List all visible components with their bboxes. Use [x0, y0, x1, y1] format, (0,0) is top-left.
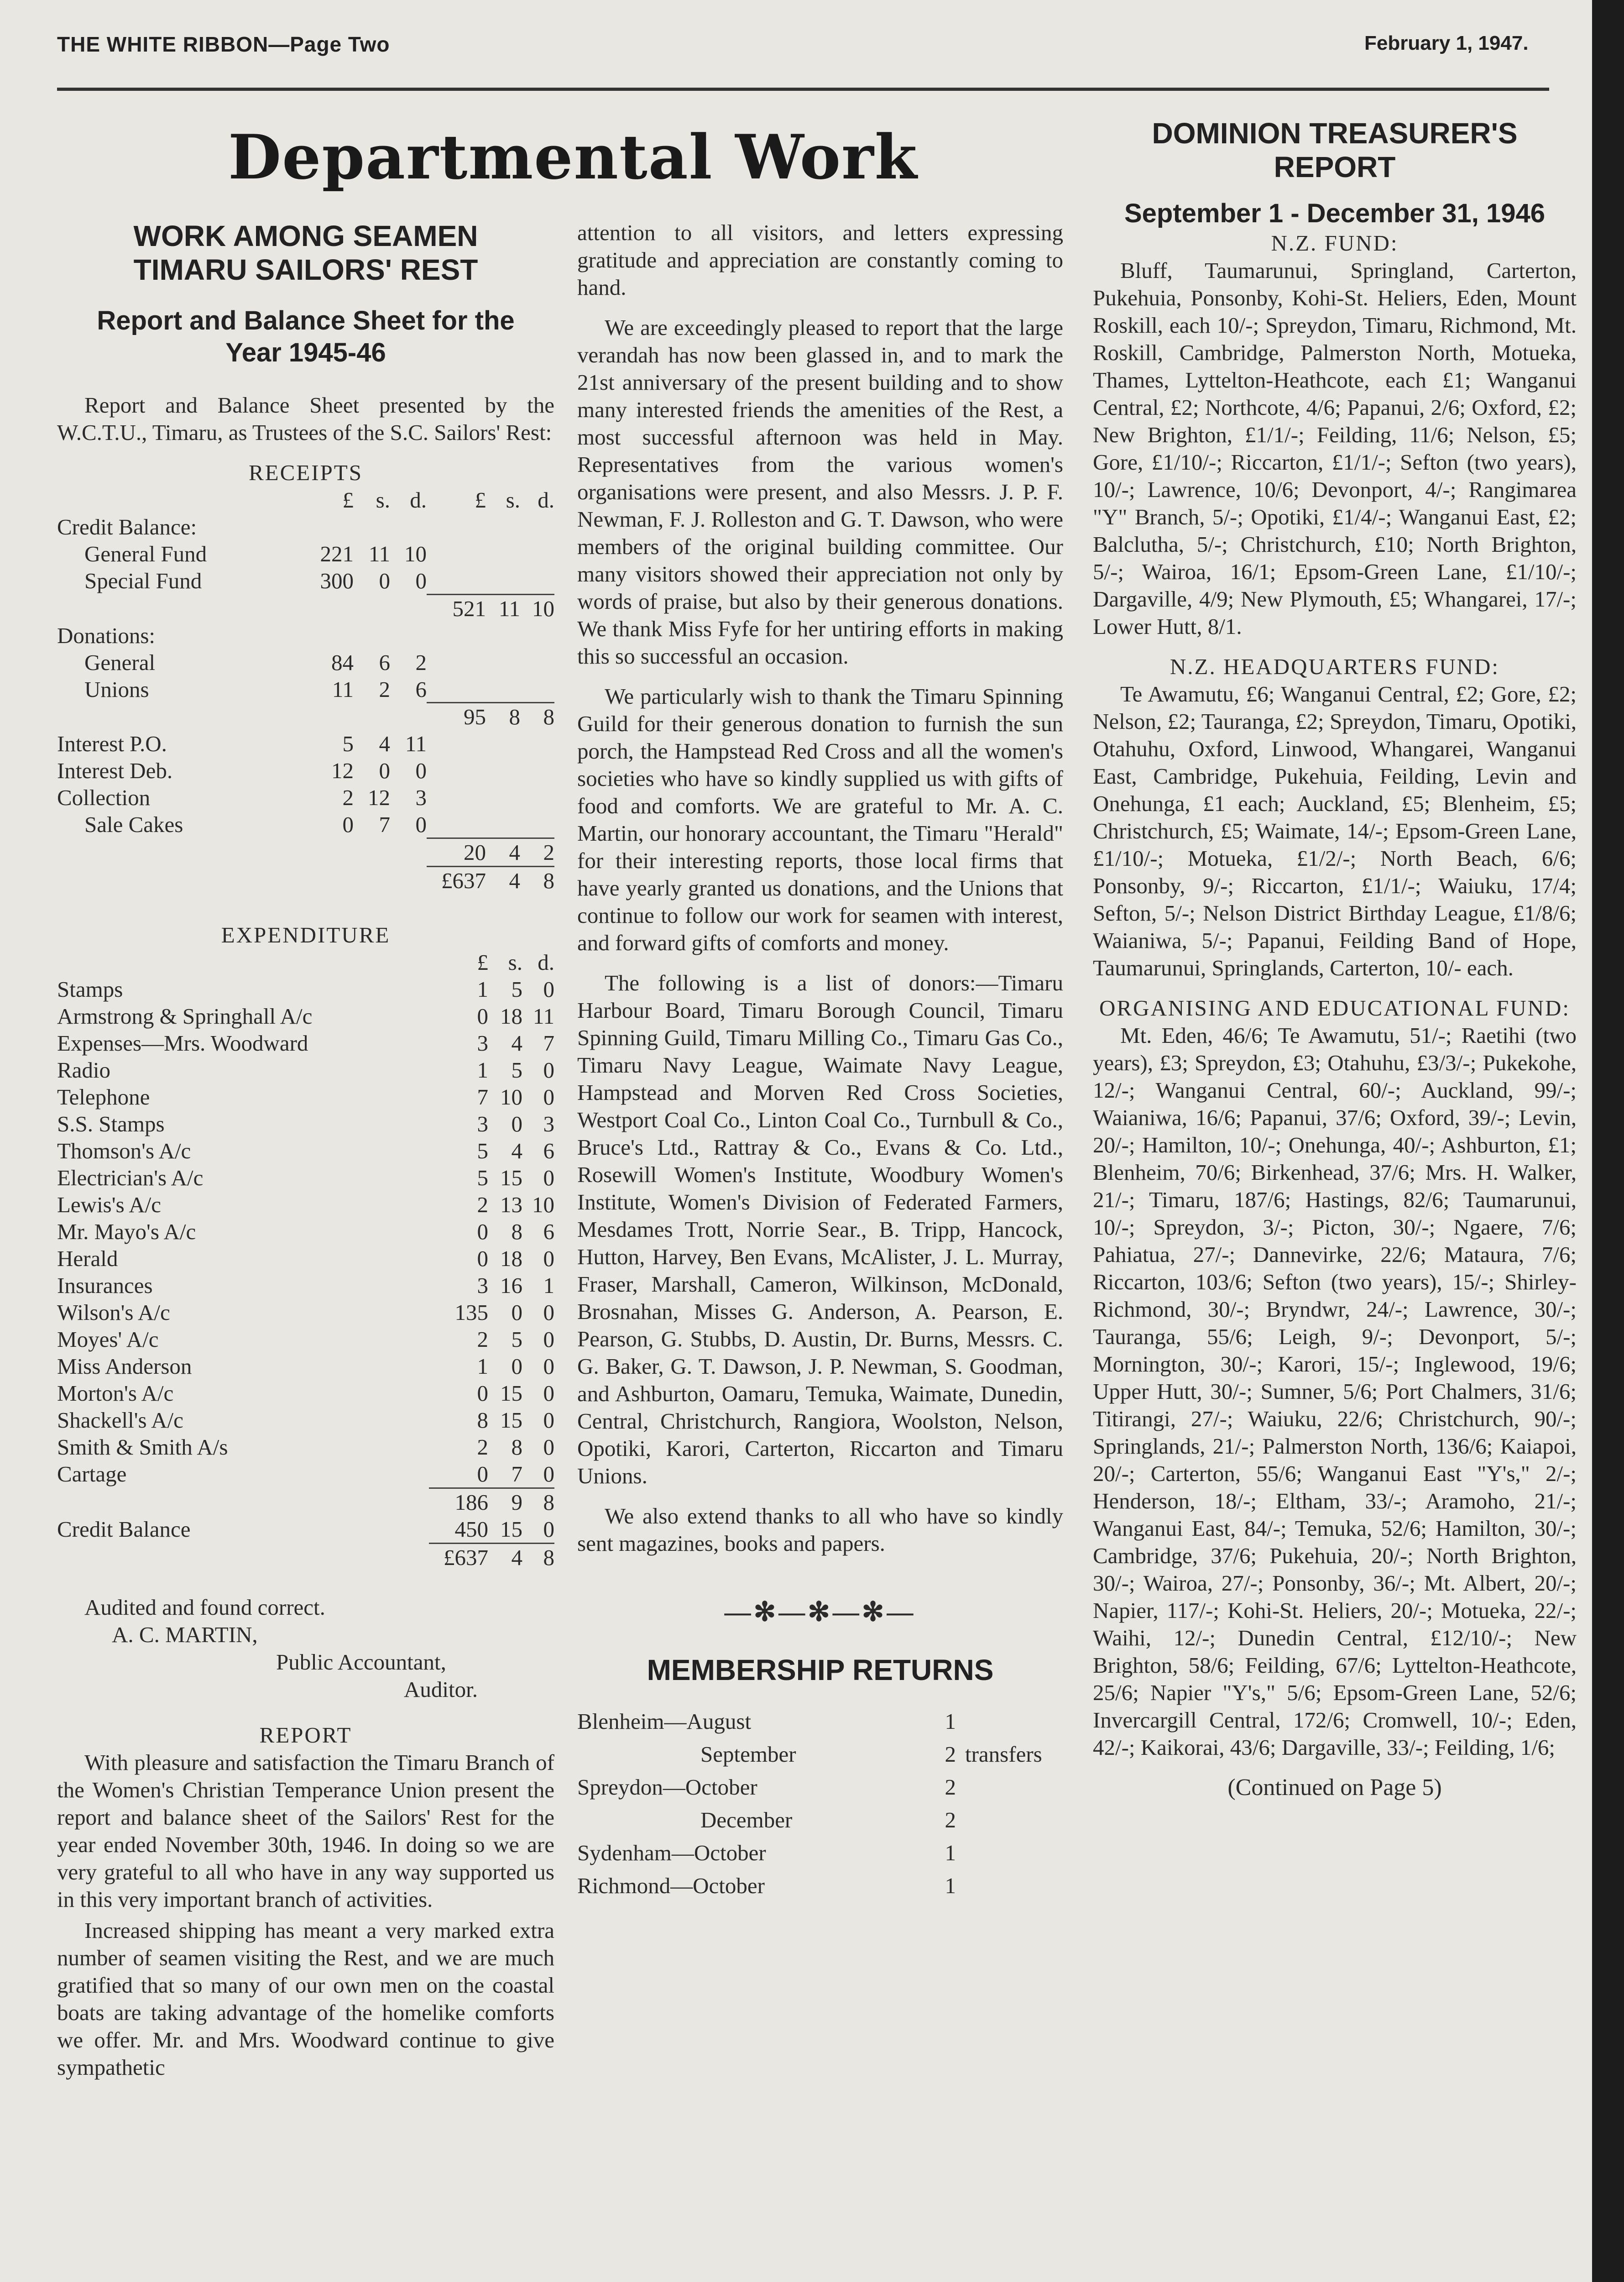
credit-balance-pounds: 450: [454, 1516, 488, 1542]
receipt-amount: [520, 676, 554, 703]
expenditure-amount: 10: [532, 1192, 554, 1217]
fund-list: Mt. Eden, 46/6; Te Awamutu, 51/-; Raetihi (two years), £3; Spreydon, £3; Otahuhu, £3/3/-; Pukekohe, 12/-; Wanganui Central, 60/-; Auckland, 99/-; Waianiwa, 16/6; Papanui, 37/6; Oxford, 39/-; Levin, 20/-; Hamilton, 10/-; Onehunga, 40/-; Ashburton, £1; Blenheim, 70/6; Birkenhead, 37/6; Mrs. H. Walker, 21/-; Timaru, 187/6; Hastings, 82/6; Taumarunui, 10/-; Spreydon, 3/-; Picton, 30/-; Ngaere, 7/6; Pahiatua, 27/-; Dannevirke, 22/6; Mataura, 7/6; Riccarton, 103/6; Sefton (two years), 15/-; Shirley-Richmond, 30/-; Bryndwr, 24/-; Lawrence, 30/-; Tauranga, 55/6; Leigh, 9/-; Devonport, 5/-; Mornington, 30/-; Karori, 15/-; Inglewood, 19/6; Upper Hutt, 30/-; Sumner, 5/6; Port Chalmers, 31/6; Titirangi, 27/-; Waiuku, 22/6; Christchurch, 90/-; Springlands, 21/-; Palmerston North, 136/6; Kaiapoi, 20/-; Carterton, 55/6; Wanganui East "Y's," 2/-; Henderson, 18/-; Eltham, 33/-; Aramoho, 21/-; Wanganui East, 84/-; Temuka, 52/6; Hamilton, 30/-; Cambridge, 37/6; Pukehuia, 20/-; North Brighton, 30/-; Wairoa, 27/-; Ponsonby, 36/-; Mt. Albert, 20/-; Napier, 117/-; Kohi-St. Heliers, 20/-; Motueka, 22/-; Waihi, 12/-; Dunedin Central, £12/10/-; New Brighton, 58/6; Feilding, 67/6; Lyttelton-Heathcote, 25/6; Napier "Y's," 5/6; Epsom-Green Lane, 52/6; Invercargill Central, 172/6; Cromwell, 10/-; Eden, 42/-; Kaikorai, 43/6; Dargaville, 33/-; Feilding, 1/6;: [1093, 1023, 1577, 1760]
intro-paragraph: Report and Balance Sheet presented by the W.C.T.U., Timaru, as Trustees of the S.C. Sailors' Rest:: [57, 393, 554, 445]
receipt-row: [57, 730, 554, 757]
receipt-amount: 20: [427, 838, 486, 866]
receipt-amount: [354, 513, 390, 540]
expenditure-label: Insurances: [57, 1272, 153, 1298]
receipt-label: Special Fund: [84, 568, 202, 593]
lsd-header-row: [57, 949, 554, 976]
expenditure-row: [57, 1003, 554, 1030]
receipt-label: Sale Cakes: [84, 812, 183, 837]
receipt-row: [57, 540, 554, 567]
receipt-amount: [486, 811, 520, 838]
expenditure-amount: 0: [543, 976, 554, 1002]
expenditure-amount: 0: [477, 1380, 488, 1406]
receipt-amount: [520, 649, 554, 676]
receipt-amount: 4: [486, 838, 520, 866]
membership-note: transfers: [965, 1742, 1042, 1767]
receipt-label: General Fund: [84, 541, 207, 566]
receipt-amount: 6: [379, 649, 390, 675]
section-subheading: TIMARU SAILORS' REST: [133, 253, 478, 286]
membership-note: [956, 1837, 1063, 1869]
expenditure-amount: 8: [511, 1219, 522, 1244]
receipt-label: Credit Balance:: [57, 514, 197, 539]
receipt-label: Unions: [84, 676, 149, 702]
expenditure-label: Shackell's A/c: [57, 1407, 183, 1433]
membership-note: [956, 1771, 1063, 1804]
receipt-row: [57, 513, 554, 540]
expenditure-amount: 8: [477, 1407, 488, 1433]
expenditure-amount: 3: [543, 1111, 554, 1136]
total-pounds: £637: [429, 1543, 488, 1571]
receipt-amount: [486, 676, 520, 703]
receipt-amount: 12: [331, 758, 354, 783]
shilling-header: s.: [376, 487, 390, 513]
expenditure-label: Herald: [57, 1246, 118, 1271]
receipt-row: [57, 811, 554, 838]
report-paragraph: Increased shipping has meant a very marked extra number of seamen visiting the Rest, and we are much gratified that so many of our own men on the coastal boats are taking advantage of the homelike comforts we offer. Mr. and Mrs. Woodward continue to give sympathetic: [57, 1917, 554, 2080]
subtotal-pence: 8: [522, 1488, 554, 1516]
subtotal-shillings: 9: [488, 1488, 522, 1516]
fund-list: Bluff, Taumarunui, Springland, Carterton, Pukehuia, Ponsonby, Kohi-St. Heliers, Eden, Mount Roskill, each 10/-; Spreydon, Timaru, Richmond, Mt. Roskill, Cambridge, Palmerston North, Motueka, Thames, Lyttelton-Heathcote, each £1; Wanganui Central, £2; Northcote, 4/6; Papanui, 2/6; Oxford, £2; New Brighton, £1/1/-; Feilding, 11/6; Nelson, £5; Gore, £1/10/-; Riccarton, £1/1/-; Sefton (two years), 10/-; Lawrence, 10/6; Devonport, 4/-; Rangimarea "Y" Branch, 5/-; Opotiki, £1/4/-; Wanganui East, £2; Balclutha, 5/-; Christchurch, £10; North Brighton, 5/-; Wairoa, 16/1; Epsom-Green Lane, £1/10/-; Dargaville, 4/9; New Plymouth, £5; Whangarei, 17/-; Lower Hutt, 8/1.: [1093, 258, 1577, 639]
receipt-label: [57, 838, 303, 866]
body-paragraph: We are exceedingly pleased to report that the large verandah has now been glassed in, and to mark the 21st anniversary of the present building and to show many interested friends the amenities of the Rest, a most successful afternoon was held in May. Representatives from the various women's organisations were present, and also Messrs. J. P. F. Newman, F. J. Rolleston and G. T. Dawson, who were members of the original building committee. Our many visitors showed their appreciation not only by words of praise, but also by their generous donations. We thank Miss Fyfe for her untiring efforts in making this so successful an occasion.: [577, 315, 1063, 669]
receipt-amount: 4: [486, 866, 520, 894]
section-ornament: —✻—✻—✻—: [724, 1597, 916, 1627]
receipt-amount: [486, 540, 520, 567]
expenditure-amount: 0: [543, 1461, 554, 1486]
receipt-amount: [520, 513, 554, 540]
audit-statement: Audited and found correct.: [84, 1594, 325, 1620]
receipt-amount: 0: [415, 758, 427, 783]
auditor-name: A. C. MARTIN,: [112, 1622, 258, 1647]
expenditure-amount: 1: [477, 1353, 488, 1379]
receipt-amount: [303, 594, 354, 622]
expenditure-amount: 4: [511, 1030, 522, 1056]
fund-heading: N.Z. HEADQUARTERS FUND:: [1170, 654, 1500, 679]
receipt-amount: 2: [415, 649, 427, 675]
receipt-row: [57, 838, 554, 866]
pence-header: d.: [538, 487, 554, 513]
expenditure-row: [57, 1110, 554, 1137]
expenditure-row: [57, 1191, 554, 1218]
expenditure-amount: 7: [477, 1084, 488, 1110]
pence-header: d.: [538, 949, 554, 975]
expenditure-label: Telephone: [57, 1084, 150, 1110]
expenditure-amount: 15: [500, 1165, 522, 1190]
membership-count: 2: [945, 1807, 956, 1832]
membership-heading: MEMBERSHIP RETURNS: [647, 1654, 994, 1686]
receipt-amount: 11: [405, 731, 427, 756]
expenditure-row: [57, 1030, 554, 1057]
receipt-amount: 2: [342, 785, 354, 810]
expenditure-label: Thomson's A/c: [57, 1138, 191, 1163]
receipt-amount: [303, 622, 354, 649]
membership-label: Sydenham—October: [577, 1840, 766, 1865]
expenditure-label: Wilson's A/c: [57, 1299, 170, 1325]
receipt-amount: 11: [332, 676, 354, 702]
receipt-amount: 95: [427, 703, 486, 731]
body-paragraph: We also extend thanks to all who have so kindly sent magazines, books and papers.: [577, 1503, 1063, 1556]
receipt-amount: [390, 703, 427, 731]
receipt-amount: [303, 513, 354, 540]
receipt-amount: [520, 757, 554, 784]
receipt-amount: 84: [331, 649, 354, 675]
receipt-amount: 0: [415, 812, 427, 837]
receipt-amount: 221: [320, 541, 354, 566]
expenditure-amount: 16: [500, 1272, 522, 1298]
receipt-label: Donations:: [57, 623, 156, 648]
receipts-heading: RECEIPTS: [249, 460, 363, 485]
report-title-line1: Report and Balance Sheet for the: [97, 306, 515, 335]
total-shillings: 4: [488, 1543, 522, 1571]
expenditure-amount: 6: [543, 1138, 554, 1163]
expenditure-label: Smith & Smith A/s: [57, 1434, 228, 1460]
expenditure-amount: 5: [511, 976, 522, 1002]
receipt-row: [57, 676, 554, 703]
receipt-amount: [354, 866, 390, 894]
expenditure-amount: 5: [511, 1057, 522, 1083]
receipts-table: [57, 487, 554, 894]
receipt-amount: 8: [486, 703, 520, 731]
receipt-row: [57, 866, 554, 894]
receipt-amount: [486, 784, 520, 811]
receipt-amount: [354, 594, 390, 622]
expenditure-amount: 135: [454, 1299, 488, 1325]
expenditure-amount: 0: [543, 1299, 554, 1325]
expenditure-row: [57, 976, 554, 1003]
expenditure-label: Electrician's A/c: [57, 1165, 204, 1190]
expenditure-label: Expenses—Mrs. Woodward: [57, 1030, 308, 1056]
receipt-amount: [486, 513, 520, 540]
expenditure-subtotal-row: [57, 1488, 554, 1516]
running-header: THE WHITE RIBBON—Page Two: [57, 32, 390, 56]
membership-note: [956, 1705, 1063, 1738]
receipt-amount: 2: [520, 838, 554, 866]
receipt-amount: 8: [520, 703, 554, 731]
receipt-amount: 10: [520, 594, 554, 622]
pound-header: £: [342, 487, 354, 513]
expenditure-amount: 5: [477, 1138, 488, 1163]
expenditure-row: [57, 1137, 554, 1164]
lsd-header-row: [57, 487, 554, 513]
receipt-amount: 7: [379, 812, 390, 837]
receipt-amount: [486, 567, 520, 594]
receipt-amount: [390, 866, 427, 894]
membership-row: [577, 1738, 1063, 1771]
receipt-amount: [486, 622, 520, 649]
fund-heading: N.Z. FUND:: [1271, 230, 1399, 256]
auditor-role: Auditor.: [404, 1676, 478, 1702]
receipt-amount: [390, 622, 427, 649]
column-1: [57, 219, 554, 2094]
pence-header: d.: [410, 487, 427, 513]
credit-balance-row: [57, 1516, 554, 1544]
receipt-label: General: [84, 649, 156, 675]
expenditure-total-row: [57, 1543, 554, 1571]
receipt-amount: 0: [379, 568, 390, 593]
issue-date: February 1, 1947.: [1364, 32, 1529, 54]
membership-count: 1: [945, 1873, 956, 1898]
expenditure-row: [57, 1460, 554, 1487]
expenditure-amount: 10: [500, 1084, 522, 1110]
receipt-row: [57, 567, 554, 594]
receipt-row: [57, 594, 554, 622]
membership-row: [577, 1705, 1063, 1738]
receipt-amount: [427, 622, 486, 649]
expenditure-amount: 0: [477, 1246, 488, 1271]
membership-row: [577, 1869, 1063, 1902]
expenditure-amount: 5: [477, 1165, 488, 1190]
expenditure-amount: 0: [543, 1057, 554, 1083]
expenditure-amount: 0: [543, 1165, 554, 1190]
membership-note: [956, 1804, 1063, 1837]
membership-count: 1: [945, 1840, 956, 1865]
report-title-line2: Year 1945-46: [225, 338, 386, 367]
expenditure-amount: 2: [477, 1192, 488, 1217]
expenditure-amount: 1: [477, 1057, 488, 1083]
expenditure-amount: 6: [543, 1219, 554, 1244]
receipt-amount: [427, 757, 486, 784]
expenditure-amount: 0: [477, 1461, 488, 1486]
receipt-amount: [520, 811, 554, 838]
body-paragraph: We particularly wish to thank the Timaru Spinning Guild for their generous donation to furnish the sun porch, the Hampstead Red Cross and all the women's societies who have so kindly supplied us with gifts of food and comforts. We are grateful to Mr. A. C. Martin, our honorary accountant, the Timaru "Herald" for their interesting reports, those local firms that have yearly granted us donations, and the Unions that continue to follow our work for seamen with interest, and forward gifts of comforts and money.: [577, 684, 1063, 955]
expenditure-row: [57, 1434, 554, 1460]
receipt-amount: [520, 567, 554, 594]
expenditure-amount: 3: [477, 1272, 488, 1298]
treasurer-heading: DOMINION TREASURER'S REPORT: [1152, 117, 1518, 183]
receipt-amount: [354, 622, 390, 649]
receipt-amount: 0: [379, 758, 390, 783]
receipt-amount: 4: [379, 731, 390, 756]
receipt-amount: [486, 757, 520, 784]
membership-note: [956, 1869, 1063, 1902]
receipt-label: Interest Deb.: [57, 758, 173, 783]
receipt-amount: [427, 676, 486, 703]
receipt-amount: [390, 513, 427, 540]
receipt-amount: 0: [342, 812, 354, 837]
membership-label: December: [700, 1807, 793, 1832]
expenditure-amount: 8: [511, 1434, 522, 1460]
shilling-header: s.: [508, 949, 522, 975]
receipt-amount: [427, 784, 486, 811]
expenditure-amount: 13: [500, 1192, 522, 1217]
expenditure-amount: 0: [511, 1299, 522, 1325]
receipt-row: [57, 784, 554, 811]
membership-label: September: [700, 1742, 796, 1767]
header-rule: [57, 88, 1549, 91]
receipt-label: [57, 866, 303, 894]
expenditure-amount: 0: [543, 1407, 554, 1433]
membership-label: Blenheim—August: [577, 1709, 752, 1734]
receipt-amount: 11: [368, 541, 390, 566]
expenditure-amount: 7: [543, 1030, 554, 1056]
receipt-row: [57, 649, 554, 676]
receipt-label: Collection: [57, 785, 151, 810]
expenditure-amount: 15: [500, 1407, 522, 1433]
receipt-amount: 6: [415, 676, 427, 702]
receipt-amount: [520, 784, 554, 811]
pound-header: £: [477, 949, 488, 975]
receipt-amount: 11: [486, 594, 520, 622]
receipt-amount: £637: [427, 866, 486, 894]
expenditure-amount: 3: [477, 1111, 488, 1136]
auditor-title: Public Accountant,: [276, 1649, 446, 1675]
expenditure-totals: [57, 1487, 554, 1571]
expenditure-label: S.S. Stamps: [57, 1111, 165, 1136]
expenditure-amount: 0: [543, 1326, 554, 1352]
expenditure-amount: 7: [511, 1461, 522, 1486]
expenditure-amount: 15: [500, 1380, 522, 1406]
receipt-amount: [427, 513, 486, 540]
credit-balance-shillings: 15: [500, 1516, 522, 1542]
receipt-amount: 0: [415, 568, 427, 593]
receipt-amount: 5: [342, 731, 354, 756]
page-title: Departmental Work: [228, 121, 918, 193]
expenditure-amount: 0: [543, 1434, 554, 1460]
receipt-amount: [427, 567, 486, 594]
receipt-amount: [427, 730, 486, 757]
expenditure-heading: EXPENDITURE: [221, 922, 391, 947]
expenditure-amount: 11: [533, 1003, 554, 1029]
receipt-label: [57, 703, 303, 731]
membership-label: Spreydon—October: [577, 1774, 757, 1800]
expenditure-amount: 0: [543, 1246, 554, 1271]
expenditure-amount: 4: [511, 1138, 522, 1163]
receipt-amount: 2: [379, 676, 390, 702]
fund-list: Te Awamutu, £6; Wanganui Central, £2; Gore, £2; Nelson, £2; Tauranga, £2; Spreydon, Timaru, Opotiki, Otahuhu, Oxford, Linwood, Whangarei, Wanganui East, Cambridge, Pukehuia, Feilding, Levin and Onehunga, £1 each; Auckland, £5; Blenheim, £5; Christchurch, £5; Waimate, 14/-; Epsom-Green Lane, £1/10/-; Motueka, £1/2/-; North Beach, 6/6; Ponsonby, 9/-; Riccarton, £1/1/-; Waiuku, 17/4; Sefton, 5/-; Nelson District Birthday League, £1/8/6; Waianiwa, 5/-; Papanui, Feilding Band of Hope, Taumarunui, Springlands, Carterton, 10/- each.: [1093, 681, 1577, 980]
expenditure-amount: 0: [511, 1111, 522, 1136]
receipt-amount: [390, 594, 427, 622]
expenditure-row: [57, 1245, 554, 1272]
membership-count: 2: [945, 1774, 956, 1800]
receipt-amount: [486, 730, 520, 757]
scan-edge: [1592, 0, 1624, 2282]
receipt-amount: [303, 838, 354, 866]
expenditure-table: [57, 949, 554, 1487]
body-paragraph: attention to all visitors, and letters expressing gratitude and appreciation are constantly coming to hand.: [577, 220, 1063, 300]
receipt-amount: 300: [320, 568, 354, 593]
expenditure-row: [57, 1299, 554, 1326]
total-pence: 8: [522, 1543, 554, 1571]
receipt-row: [57, 757, 554, 784]
receipt-amount: [427, 540, 486, 567]
credit-balance-pence: 0: [543, 1516, 554, 1542]
donors-paragraph: The following is a list of donors:—Timaru Harbour Board, Timaru Borough Council, Timaru Spinning Guild, Timaru Milling Co., Timaru Gas Co., Timaru Navy League, Waimate Navy League, Hampstead and Morven Red Cross Societies, Westport Coal Co., Linton Coal Co., Turnbull & Co., Bruce's Ltd., Rattray & Co., Evans & Co. Ltd., Rosewill Women's Institute, Woodbury Women's Institute, Women's Division of Federated Farmers, Mesdames Trott, Norrie Sear., B. Tripp, Hancock, Hutton, Harvey, Ben Evans, McAlister, J. L. Murray, Fraser, Marshall, Cameron, Wilkinson, McDonald, Brosnahan, Misses G. Anderson, A. Pearson, E. Pearson, G. Stubbs, D. Austin, Dr. Burns, Messrs. C. G. Baker, G. T. Dawson, J. P. Newman, S. Goodman, and Ashburton, Oamaru, Temuka, Waimate, Dunedin, Central, Christchurch, Rangiora, Woolston, Nelson, Opotiki, Karori, Carterton, Riccarton and Timaru Unions.: [577, 970, 1063, 1488]
receipt-amount: [520, 540, 554, 567]
receipt-amount: [520, 730, 554, 757]
receipt-amount: [486, 649, 520, 676]
credit-balance-label: Credit Balance: [57, 1516, 191, 1542]
membership-count: 2: [945, 1742, 956, 1767]
expenditure-amount: 2: [477, 1434, 488, 1460]
pound-header: £: [475, 487, 486, 513]
expenditure-row: [57, 1380, 554, 1407]
expenditure-row: [57, 1218, 554, 1245]
expenditure-row: [57, 1083, 554, 1110]
expenditure-amount: 0: [511, 1353, 522, 1379]
expenditure-amount: 18: [500, 1246, 522, 1271]
expenditure-row: [57, 1407, 554, 1434]
expenditure-amount: 18: [500, 1003, 522, 1029]
receipt-amount: 521: [427, 594, 486, 622]
expenditure-label: Armstrong & Springhall A/c: [57, 1003, 313, 1029]
receipt-amount: [354, 703, 390, 731]
receipt-amount: [427, 649, 486, 676]
expenditure-amount: 1: [543, 1272, 554, 1298]
expenditure-amount: 0: [543, 1380, 554, 1406]
receipt-label: Interest P.O.: [57, 731, 167, 756]
membership-label: Richmond—October: [577, 1873, 765, 1898]
receipt-row: [57, 622, 554, 649]
continued-note: (Continued on Page 5): [1227, 1774, 1442, 1800]
expenditure-label: Morton's A/c: [57, 1380, 174, 1406]
membership-row: [577, 1804, 1063, 1837]
expenditure-label: Radio: [57, 1057, 111, 1083]
expenditure-amount: 2: [477, 1326, 488, 1352]
expenditure-label: Miss Anderson: [57, 1353, 192, 1379]
report-period: September 1 - December 31, 1946: [1124, 199, 1546, 228]
expenditure-label: Mr. Mayo's A/c: [57, 1219, 196, 1244]
expenditure-amount: 3: [477, 1030, 488, 1056]
column-2: [577, 219, 1063, 1902]
subtotal-pounds: 186: [429, 1488, 488, 1516]
receipt-amount: [354, 838, 390, 866]
receipt-amount: 12: [368, 785, 390, 810]
expenditure-row: [57, 1353, 554, 1380]
receipt-amount: [390, 838, 427, 866]
expenditure-row: [57, 1057, 554, 1083]
expenditure-amount: 0: [543, 1084, 554, 1110]
membership-count: 1: [945, 1709, 956, 1734]
expenditure-label: Stamps: [57, 976, 123, 1002]
expenditure-label: Cartage: [57, 1461, 127, 1486]
membership-table: [577, 1705, 1063, 1902]
receipt-amount: [303, 703, 354, 731]
report-heading: REPORT: [259, 1722, 352, 1748]
section-heading: WORK AMONG SEAMEN: [133, 220, 478, 252]
receipt-amount: [303, 866, 354, 894]
receipt-amount: 10: [404, 541, 427, 566]
receipt-label: [57, 594, 303, 622]
expenditure-amount: 0: [477, 1219, 488, 1244]
receipt-amount: 8: [520, 866, 554, 894]
receipt-amount: [520, 622, 554, 649]
expenditure-amount: 0: [477, 1003, 488, 1029]
membership-row: [577, 1771, 1063, 1804]
receipt-amount: [427, 811, 486, 838]
column-3: [1093, 116, 1577, 1801]
fund-heading: ORGANISING AND EDUCATIONAL FUND:: [1099, 995, 1570, 1021]
report-paragraph: With pleasure and satisfaction the Timaru Branch of the Women's Christian Temperance Union present the report and balance sheet of the Sailors' Rest for the year ended November 30th, 1946. In doing so we are very grateful to all who have in any way supported us in this very important branch of activities.: [57, 1749, 554, 1912]
membership-row: [577, 1837, 1063, 1869]
expenditure-row: [57, 1164, 554, 1191]
expenditure-label: Lewis's A/c: [57, 1192, 161, 1217]
expenditure-row: [57, 1326, 554, 1353]
expenditure-amount: 1: [477, 976, 488, 1002]
expenditure-label: Moyes' A/c: [57, 1326, 159, 1352]
expenditure-amount: 5: [511, 1326, 522, 1352]
receipt-amount: 3: [415, 785, 427, 810]
expenditure-row: [57, 1272, 554, 1299]
shilling-header: s.: [506, 487, 520, 513]
receipt-row: [57, 703, 554, 731]
expenditure-amount: 0: [543, 1353, 554, 1379]
